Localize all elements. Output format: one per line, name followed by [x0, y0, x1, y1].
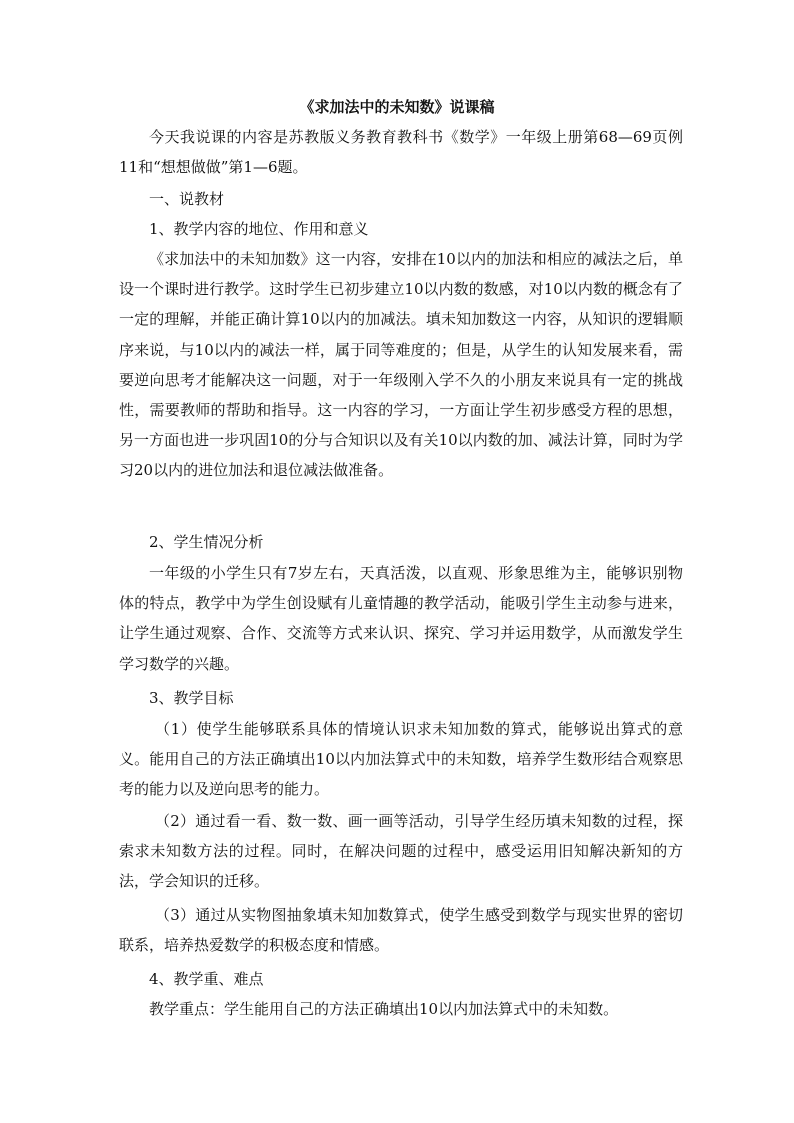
goal-item-2: （2）通过看一看、数一数、画一画等活动，引导学生经历填未知数的过程，探索求未知数方法的过程。同时，在解决问题的过程中，感受运用旧知解决新知的方法，学会知识的迁移。 [119, 812, 683, 891]
goal-item-3: （3）通过从实物图抽象填未知加数算式，使学生感受到数学与现实世界的密切联系，培养热爱数学的积极态度和情感。 [119, 906, 683, 955]
paragraph-content-significance: 《求加法中的未知加数》这一内容，安排在10以内的加法和相应的减法之后，单设一个课时进行教学。这时学生已初步建立10以内数的数感，对10以内数的概念有了一定的理解，并能正确计算10以内的加减法。填未知加数这一内容，从知识的逻辑顺序来说，与10以内的减法一样，属于同等难度的；但是，从学生的认知发展来看，需要逆向思考才能解决这一问题，对于一年级刚入学不久的小朋友来说具有一定的挑战性，需要教师的帮助和指导。这一内容的学习，一方面让学生初步感受方程的思想，另一方面也进一步巩固10的分与合知识以及有关10以内数的加、减法计算，同时为学习20以内的进位加法和退位减法做准备。 [119, 250, 683, 480]
subheading-content-significance: 1、教学内容的地位、作用和意义 [149, 220, 369, 238]
paragraph-key-point: 教学重点：学生能用自己的方法正确填出10以内加法算式中的未知数。 [149, 1000, 619, 1018]
section-heading-textbook: 一、说教材 [149, 190, 225, 208]
subheading-key-difficult-points: 4、教学重、难点 [149, 970, 264, 988]
paragraph-student-analysis: 一年级的小学生只有7岁左右，天真活泼，以直观、形象思维为主，能够识别物体的特点，教学中为学生创设赋有儿童情趣的教学活动，能吸引学生主动参与进来，让学生通过观察、合作、交流等方式来认识、探究、学习并运用数学，从而激发学生学习数学的兴趣。 [119, 564, 683, 673]
subheading-teaching-goals: 3、教学目标 [149, 689, 234, 707]
goal-item-1: （1）使学生能够联系具体的情境认识求未知加数的算式，能够说出算式的意义。能用自己的方法正确填出10以内加法算式中的未知数，培养学生数形结合观察思考的能力以及逆向思考的能力。 [119, 720, 683, 799]
subheading-student-analysis: 2、学生情况分析 [149, 533, 264, 551]
document-title: 《求加法中的未知数》说课稿 [299, 98, 495, 116]
intro-paragraph: 今天我说课的内容是苏教版义务教育教科书《数学》一年级上册第68—69页例11和“想想做做”第1—6题。 [119, 128, 683, 177]
